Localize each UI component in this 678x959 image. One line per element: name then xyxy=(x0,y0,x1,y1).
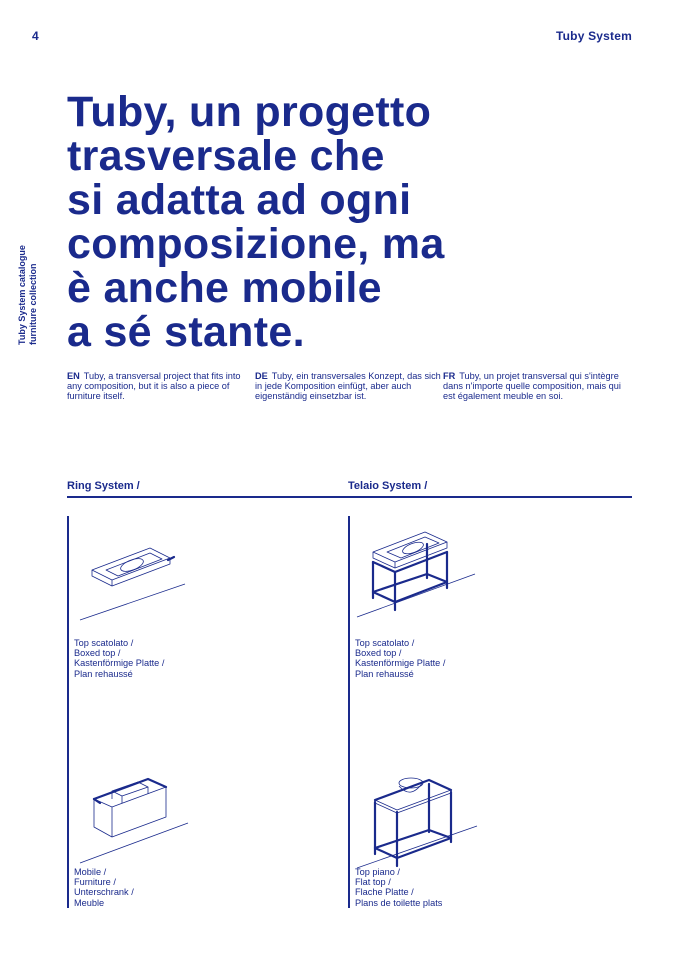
section-divider xyxy=(67,496,632,498)
column-rule-telaio xyxy=(348,516,350,908)
boxed-top-frame-icon xyxy=(355,522,485,622)
headline-line: trasversale che xyxy=(67,132,385,180)
headline-line: a sé stante. xyxy=(67,308,305,356)
caption-line: Plan rehaussé xyxy=(74,668,133,679)
caption-telaio-boxed-top xyxy=(355,638,445,679)
caption-line: Meuble xyxy=(74,897,105,908)
headline-line: composizione, ma xyxy=(67,220,445,268)
lang-code: EN xyxy=(67,371,80,381)
intro-text: Tuby, ein transversales Konzept, das sich in jede Komposition einfügt, aber auch eigenständig einsetzbar ist. xyxy=(255,371,441,402)
caption-line: Flat top / xyxy=(355,877,391,888)
caption-line: Mobile / xyxy=(74,867,107,877)
headline-line: è anche mobile xyxy=(67,264,382,312)
page-number: 4 xyxy=(32,29,39,43)
caption-line: Kastenförmige Platte / xyxy=(355,658,446,669)
caption-line: Furniture / xyxy=(74,877,116,888)
caption-ring-furniture xyxy=(74,867,134,908)
caption-line: Top scatolato / xyxy=(74,638,134,648)
boxed-top-icon xyxy=(70,540,190,630)
running-head: Tuby System xyxy=(556,29,632,43)
caption-line: Plan rehaussé xyxy=(355,668,414,679)
intro-fr xyxy=(443,371,629,402)
intro-text: Tuby, un projet transversal qui s'intègre dans n'importe quelle composition, mais qui est également meuble en soi. xyxy=(443,371,621,402)
section-title-telaio: Telaio System / xyxy=(348,480,428,492)
caption-line: Boxed top / xyxy=(74,648,121,659)
side-label-line: Tuby System catalogue xyxy=(17,245,27,345)
caption-line: Flache Platte / xyxy=(355,887,414,898)
caption-line: Top piano / xyxy=(355,867,400,877)
caption-line: Top scatolato / xyxy=(355,638,415,648)
caption-telaio-flat-top xyxy=(355,867,442,908)
caption-line: Kastenförmige Platte / xyxy=(74,658,165,669)
headline-line: si adatta ad ogni xyxy=(67,176,412,224)
side-label-line: furniture collection xyxy=(28,263,38,345)
headline-line: Tuby, un progetto xyxy=(67,88,432,136)
section-title-ring: Ring System / xyxy=(67,480,140,492)
lang-code: DE xyxy=(255,371,268,381)
intro-de xyxy=(255,371,441,402)
caption-line: Unterschrank / xyxy=(74,887,134,898)
caption-ring-boxed-top xyxy=(74,638,164,679)
headline xyxy=(67,90,667,354)
flat-top-frame-icon xyxy=(355,768,485,878)
furniture-cabinet-icon xyxy=(78,775,198,865)
column-rule-ring xyxy=(67,516,69,908)
lang-code: FR xyxy=(443,371,456,381)
caption-line: Boxed top / xyxy=(355,648,402,659)
intro-text: Tuby, a transversal project that fits into any composition, but it is also a piece of furniture itself. xyxy=(67,371,241,402)
intro-en xyxy=(67,371,253,402)
caption-line: Plans de toilette plats xyxy=(355,897,443,908)
side-label xyxy=(17,245,39,345)
